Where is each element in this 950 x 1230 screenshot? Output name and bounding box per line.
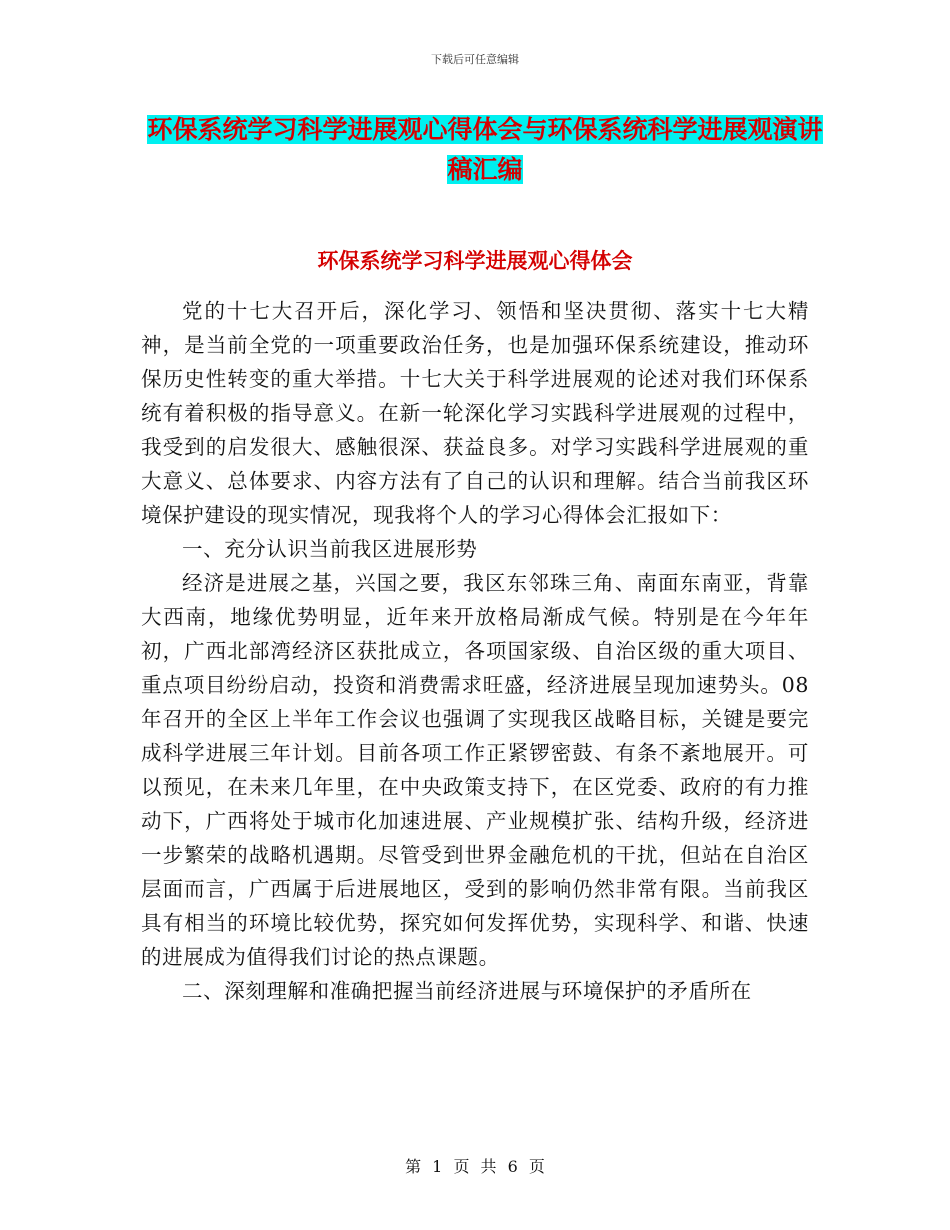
paragraph-heading-two: 二、深刻理解和准确把握当前经济进展与环境保护的矛盾所在 bbox=[182, 979, 752, 1003]
paragraph-intro: 党的十七大召开后，深化学习、领悟和坚决贯彻、落实十七大精神，是当前全党的一项重要政治任务，也是加强环保系统建设，推动环保历史性转变的重大举措。十七大关于科学进展观的论述对我们环保系统有着积极的指导意义。在新一轮深化学习实践科学进展观的过程中，我受到的启发很大、感触很深、获益良多。对学习实践科学进展观的重大意义、总体要求、内容方法有了自己的认识和理解。结合当前我区环境保护建设的现实情况，现我将个人的学习心得体会汇报如下： bbox=[141, 299, 809, 527]
document-title bbox=[140, 110, 830, 190]
document-body bbox=[141, 294, 809, 1008]
paragraph-economy: 经济是进展之基，兴国之要，我区东邻珠三角、南面东南亚，背靠大西南，地缘优势明显，近年来开放格局渐成气候。特别是在今年年初，广西北部湾经济区获批成立，各项国家级、自治区级的重大项目、重点项目纷纷启动，投资和消费需求旺盛，经济进展呈现加速势头。08年召开的全区上半年工作会议也强调了实现我区战略目标，关键是要完成科学进展三年计划。目前各项工作正紧锣密鼓、有条不紊地展开。可以预见，在未来几年里，在中央政策支持下，在区党委、政府的有力推动下，广西将处于城市化加速进展、产业规模扩张、结构升级，经济进一步繁荣的战略机遇期。尽管受到世界金融危机的干扰，但站在自治区层面而言，广西属于后进展地区，受到的影响仍然非常有限。当前我区具有相当的环境比较优势，探究如何发挥优势，实现科学、和谐、快速的进展成为值得我们讨论的热点课题。 bbox=[141, 571, 809, 969]
section-title: 环保系统学习科学进展观心得体会 bbox=[317, 248, 633, 273]
page-header-note: 下载后可任意编辑 bbox=[431, 53, 519, 66]
page-number-footer: 第 1 页 共 6 页 bbox=[405, 1157, 545, 1176]
paragraph-heading-one: 一、充分认识当前我区进展形势 bbox=[182, 537, 478, 561]
document-title-text: 环保系统学习科学进展观心得体会与环保系统科学进展观演讲稿汇编 bbox=[147, 115, 823, 184]
